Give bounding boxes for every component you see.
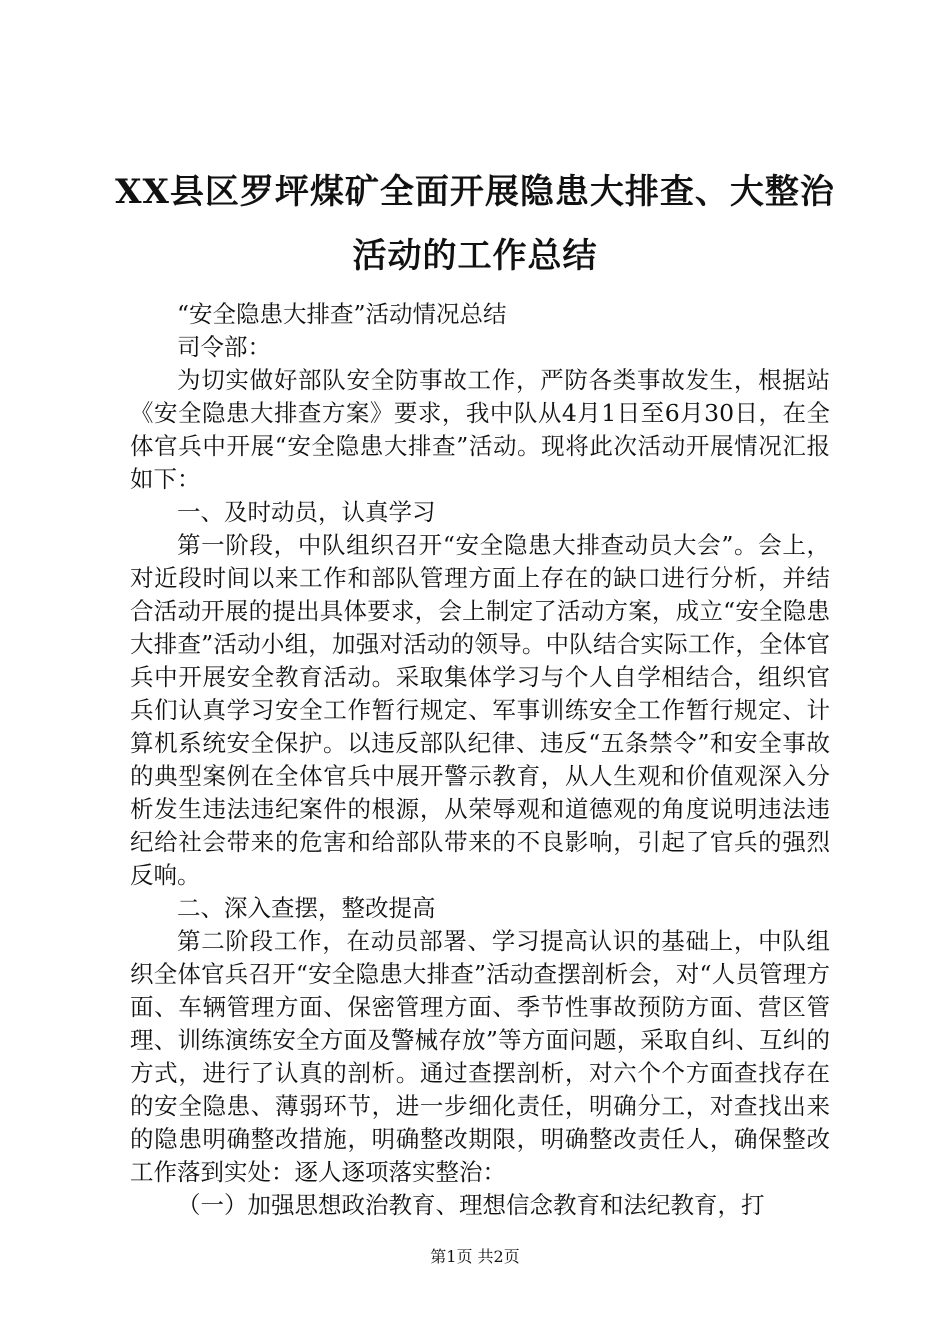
paragraph-salutation: 司令部： (177, 333, 271, 361)
document-title: XX县区罗坪煤矿全面开展隐患大排查、大整治活动的工作总结 (115, 172, 835, 276)
page-footer: 第1页 共2页 (430, 1247, 520, 1266)
paragraph-stage-1: 第一阶段，中队组织召开“安全隐患大排查动员大会”。会上，对近段时间以来工作和部队管理方面上存在的缺口进行分析，并结合活动开展的提出具体要求，会上制定了活动方案，成立“安全隐患大排查”活动小组，加强对活动的领导。中队结合实际工作，全体官兵中开展安全教育活动。采取集体学习与个人自学相结合，组织官兵们认真学习安全工作暂行规定、军事训练安全工作暂行规定、计算机系统安全保护。以违反部队纪律、违反“五条禁令”和安全事故的典型案例在全体官兵中展开警示教育，从人生观和价值观深入分析发生违法违纪案件的根源，从荣辱观和道德观的角度说明违法违纪给社会带来的危害和给部队带来的不良影响，引起了官兵的强烈反响。 (130, 531, 830, 889)
paragraph-stage-2: 第二阶段工作，在动员部署、学习提高认识的基础上，中队组织全体官兵召开“安全隐患大排查”活动查摆剖析会，对“人员管理方面、车辆管理方面、保密管理方面、季节性事故预防方面、营区管理、训练演练安全方面及警械存放”等方面问题，采取自纠、互纠的方式，进行了认真的剖析。通过查摆剖析，对六个个方面查找存在的安全隐患、薄弱环节，进一步细化责任，明确分工，对查找出来的隐患明确整改措施，明确整改期限，明确整改责任人，确保整改工作落到实处：逐人逐项落实整治： (130, 927, 830, 1186)
paragraph-subtitle: “安全隐患大排查”活动情况总结 (177, 300, 507, 328)
section-heading-1: 一、及时动员，认真学习 (177, 498, 436, 526)
paragraph-item-1: （一）加强思想政治教育、理想信念教育和法纪教育，打 (177, 1191, 765, 1219)
document-body (130, 298, 830, 1222)
section-heading-2: 二、深入查摆，整改提高 (177, 894, 436, 922)
paragraph-intro: 为切实做好部队安全防事故工作，严防各类事故发生，根据站《安全隐患大排查方案》要求，我中队从4月1日至6月30日，在全体官兵中开展“安全隐患大排查”活动。现将此次活动开展情况汇报如下： (130, 366, 830, 493)
